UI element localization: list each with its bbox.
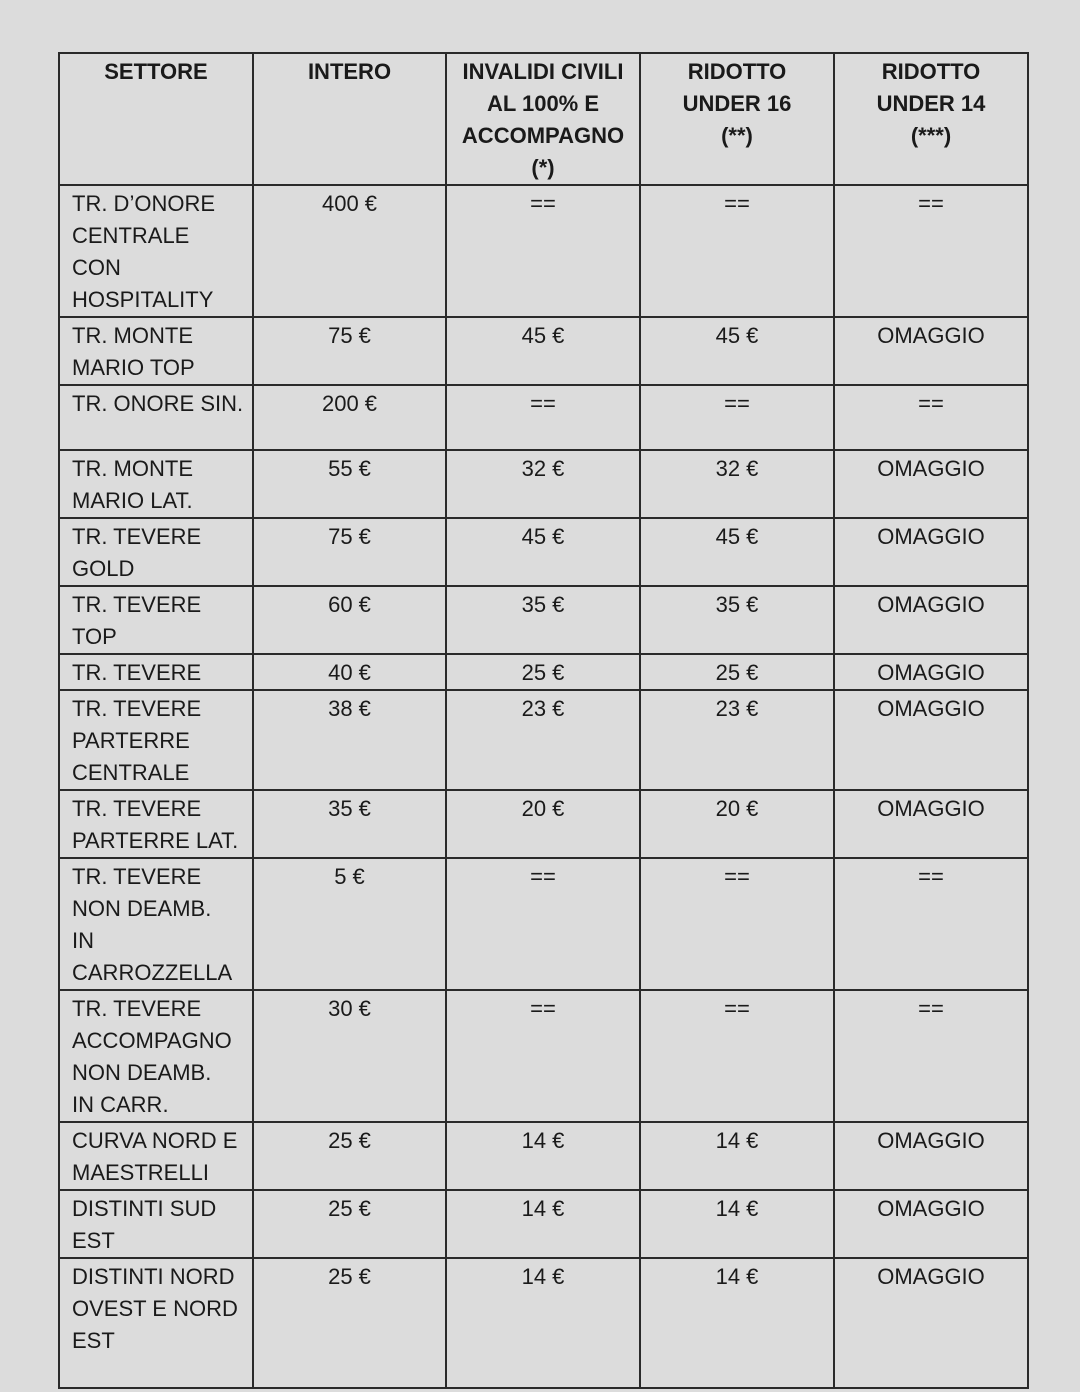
under16-cell: 14 €: [640, 1190, 834, 1258]
invalidi-cell: ==: [446, 990, 640, 1122]
under14-cell: ==: [834, 385, 1028, 450]
invalidi-cell: ==: [446, 185, 640, 317]
under16-cell: 32 €: [640, 450, 834, 518]
invalidi-cell: 14 €: [446, 1258, 640, 1388]
intero-cell: 35 €: [253, 790, 446, 858]
intero-cell: 40 €: [253, 654, 446, 690]
invalidi-cell: ==: [446, 385, 640, 450]
under16-cell: 45 €: [640, 518, 834, 586]
header-under14: RIDOTTO UNDER 14 (***): [834, 53, 1028, 185]
intero-cell: 400 €: [253, 185, 446, 317]
table-row: [59, 1258, 1028, 1388]
sector-cell: DISTINTI NORD OVEST E NORD EST: [59, 1258, 253, 1388]
under14-cell: OMAGGIO: [834, 1258, 1028, 1388]
intero-cell: 75 €: [253, 317, 446, 385]
under16-cell: 20 €: [640, 790, 834, 858]
under14-cell: ==: [834, 990, 1028, 1122]
intero-cell: 38 €: [253, 690, 446, 790]
sector-cell: TR. TEVERE: [59, 654, 253, 690]
invalidi-cell: 35 €: [446, 586, 640, 654]
under16-cell: ==: [640, 990, 834, 1122]
invalidi-cell: 32 €: [446, 450, 640, 518]
table-row: [59, 450, 1028, 518]
table-row: [59, 518, 1028, 586]
invalidi-cell: 25 €: [446, 654, 640, 690]
invalidi-cell: 23 €: [446, 690, 640, 790]
under14-cell: OMAGGIO: [834, 317, 1028, 385]
table-row: [59, 1190, 1028, 1258]
invalidi-cell: 14 €: [446, 1122, 640, 1190]
table-row: [59, 317, 1028, 385]
price-table: [58, 52, 1029, 1389]
under16-cell: ==: [640, 385, 834, 450]
intero-cell: 200 €: [253, 385, 446, 450]
table-row: [59, 790, 1028, 858]
intero-cell: 60 €: [253, 586, 446, 654]
under14-cell: OMAGGIO: [834, 518, 1028, 586]
header-intero: INTERO: [253, 53, 446, 185]
under14-cell: OMAGGIO: [834, 586, 1028, 654]
invalidi-cell: 45 €: [446, 317, 640, 385]
under16-cell: 14 €: [640, 1258, 834, 1388]
header-settore: SETTORE: [59, 53, 253, 185]
under16-cell: 14 €: [640, 1122, 834, 1190]
under16-cell: ==: [640, 858, 834, 990]
sector-cell: TR. TEVERE GOLD: [59, 518, 253, 586]
under16-cell: 25 €: [640, 654, 834, 690]
under14-cell: OMAGGIO: [834, 1122, 1028, 1190]
sector-cell: TR. TEVERE ACCOMPAGNO NON DEAMB. IN CARR.: [59, 990, 253, 1122]
table-body: [59, 185, 1028, 1388]
table-row: [59, 858, 1028, 990]
under16-cell: ==: [640, 185, 834, 317]
intero-cell: 25 €: [253, 1190, 446, 1258]
table-row: [59, 185, 1028, 317]
under16-cell: 23 €: [640, 690, 834, 790]
sector-cell: DISTINTI SUD EST: [59, 1190, 253, 1258]
sector-cell: TR. ONORE SIN.: [59, 385, 253, 450]
invalidi-cell: 45 €: [446, 518, 640, 586]
invalidi-cell: 20 €: [446, 790, 640, 858]
sector-cell: TR. MONTE MARIO LAT.: [59, 450, 253, 518]
under14-cell: ==: [834, 185, 1028, 317]
intero-cell: 30 €: [253, 990, 446, 1122]
invalidi-cell: ==: [446, 858, 640, 990]
sector-cell: TR. TEVERE PARTERRE CENTRALE: [59, 690, 253, 790]
sector-cell: CURVA NORD E MAESTRELLI: [59, 1122, 253, 1190]
table-row: [59, 690, 1028, 790]
table-row: [59, 654, 1028, 690]
under16-cell: 45 €: [640, 317, 834, 385]
intero-cell: 75 €: [253, 518, 446, 586]
sector-cell: TR. TEVERE NON DEAMB. IN CARROZZELLA: [59, 858, 253, 990]
header-under16: RIDOTTO UNDER 16 (**): [640, 53, 834, 185]
table-row: [59, 385, 1028, 450]
sector-cell: TR. TEVERE PARTERRE LAT.: [59, 790, 253, 858]
sector-cell: TR. TEVERE TOP: [59, 586, 253, 654]
under14-cell: OMAGGIO: [834, 790, 1028, 858]
under16-cell: 35 €: [640, 586, 834, 654]
sector-cell: TR. MONTE MARIO TOP: [59, 317, 253, 385]
under14-cell: OMAGGIO: [834, 450, 1028, 518]
invalidi-cell: 14 €: [446, 1190, 640, 1258]
intero-cell: 55 €: [253, 450, 446, 518]
under14-cell: OMAGGIO: [834, 654, 1028, 690]
header-row: [59, 53, 1028, 185]
intero-cell: 5 €: [253, 858, 446, 990]
table-row: [59, 1122, 1028, 1190]
under14-cell: OMAGGIO: [834, 690, 1028, 790]
intero-cell: 25 €: [253, 1122, 446, 1190]
under14-cell: ==: [834, 858, 1028, 990]
sector-cell: TR. D’ONORE CENTRALE CON HOSPITALITY: [59, 185, 253, 317]
under14-cell: OMAGGIO: [834, 1190, 1028, 1258]
intero-cell: 25 €: [253, 1258, 446, 1388]
header-invalidi: INVALIDI CIVILI AL 100% E ACCOMPAGNO (*): [446, 53, 640, 185]
table-row: [59, 990, 1028, 1122]
table-row: [59, 586, 1028, 654]
